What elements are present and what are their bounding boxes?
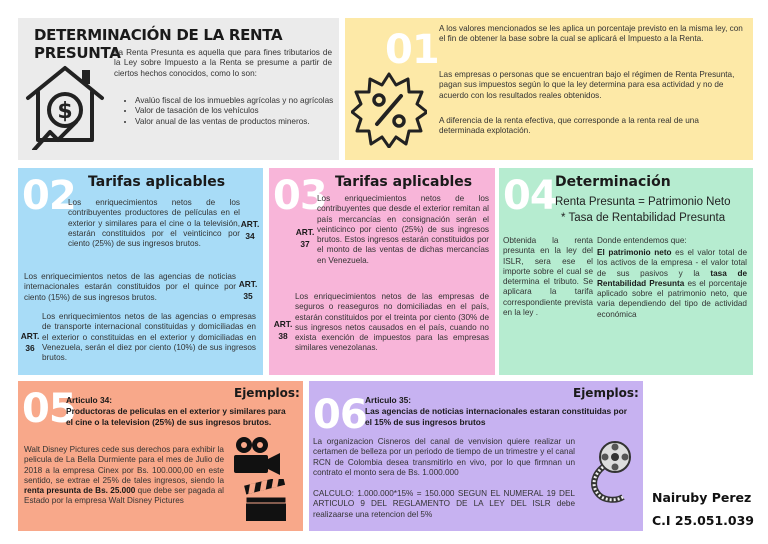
section-01-p1: A los valores mencionados se les aplica un porcentaje previsto en la misma ley, con el fin de obtener la base sobre la cual se aplicará el Impuesto a la Renta. [439, 24, 743, 44]
section-03-title: Tarifas aplicables [335, 174, 473, 190]
section-06-articulo: Articulo 35: [365, 395, 412, 405]
percent-badge-icon [351, 72, 427, 148]
section-06-panel [309, 381, 643, 531]
film-camera-icon [230, 435, 282, 477]
intro-text: La Renta Presunta es aquella que para fines tributarios de la Ley sobre Impuesto a la Renta se presume a partir de ciertos hechos conocidos, como lo son: [114, 48, 332, 78]
tasa-rentabilidad-term: tasa de Rentabilidad Presunta [597, 268, 747, 288]
intro-bullet: • Valor anual de las ventas de productos mineros. [135, 117, 334, 127]
art-36-label: ART. 36 [20, 331, 40, 353]
art-38-label: ART. 38 [273, 319, 293, 341]
intro-bullets [122, 96, 334, 127]
formula-line-2: * Tasa de Rentabilidad Presunta [561, 212, 726, 224]
art-35-text: Los enriquecimientos netos de las agencias de noticias internacionales estarán constituidos por el quince por ciento (15%) de sus ingresos brutos. [24, 272, 236, 302]
art-37-text: Los enriquecimientos netos de los contribuyentes que desde el exterior remitan al país mercancías en consignación serán el veinticinco por ciento (25%) de sus ingresos brutos. Estos ingresos estarán constituidos por el monto de las ventas de dichas mercancías en Venezuela. [317, 194, 489, 265]
section-04-right-text [597, 248, 747, 320]
section-05-ejemplos: Ejemplos: [234, 386, 300, 400]
art-37-label: ART. 37 [295, 227, 315, 249]
section-02-panel [18, 168, 263, 375]
section-04-panel [499, 168, 753, 375]
right-text-part: es el porcentaje aplicado sobre el patrimonio neto, que varia dependiendo del tipo de actividad económica [597, 278, 747, 319]
art-34-label: ART. 34 [240, 219, 260, 241]
example-text-part: Walt Disney Pictures cede sus derechos para exhibir la pelicula de La Bella Durmiente para el mes de Julio de 2018 a la empresa Cinex por Bs. 100.000,00 en este sentido, se extrae el 25% de tales ingresos, siendo la [24, 445, 224, 485]
clapperboard-icon [244, 479, 290, 523]
section-05-subtitle: Productoras de peliculas en el exterior y similares para el cine o la television (25%) de sus ingresos brutos. [66, 406, 286, 427]
intro-bullet: • Avalúo fiscal de los inmuebles agrícolas y no agrícolas [135, 96, 334, 106]
section-number: 06 [313, 392, 367, 438]
section-05-text [24, 445, 224, 507]
section-05-panel [18, 381, 303, 531]
section-06-text-2: CALCULO: 1.000.000*15% = 150.000 SEGUN EL NUMERAL 19 DEL ARTICULO 9 DEL REGLAMENTO DE LA LEY DEL ISLR debe realizaarse una retencion del 5% [313, 489, 575, 519]
section-number: 02 [22, 173, 76, 219]
formula-line-1: Renta Presunta = Patrimonio Neto [555, 196, 731, 208]
intro-bullet: • Valor de tasación de los vehículos [135, 106, 334, 116]
section-05-articulo: Articulo 34: [66, 395, 113, 405]
art-34-text: Los enriquecimientos netos de los contribuyentes productores de películas en el exterior y similares para el cine o la televisión, estarán constituidos por el veinticinco por ciento (25%) de sus ingresos brutos. [68, 198, 240, 249]
section-number: 05 [22, 386, 76, 432]
art-36-text: Los enriquecimientos netos de las agencias o empresas de transporte internacional constituidas y domiciliadas en el exterior o constituidas en el exterior y domiciliadas en Venezuela, serán el diez por ciento (10%) de sus ingresos brutos. [42, 312, 256, 363]
section-01-p2: Las empresas o personas que se encuentran bajo el régimen de Renta Presunta, pagan sus impuestos según lo que la ley determina para esa actividad y no de acuerdo con los resultados reales obtenidos. [439, 70, 735, 100]
example-text-part: que debe ser pagada al Estado por la empresa Walt Disney Pictures [24, 486, 224, 506]
house-money-icon [24, 58, 106, 150]
section-04-left-text: Obtenida la renta presunta en la ley del ISLR, sera ese el importe sobre el cual se determina el tributo. Se aplicara la tarifa correspondiente prevista en la ley . [503, 236, 593, 318]
section-06-subtitle: Las agencias de noticias internacionales estaran constituidas por el 15% de sus ingresos brutos [365, 406, 628, 427]
section-04-right-intro: Donde entendemos que: [597, 236, 687, 245]
section-number: 03 [273, 173, 327, 219]
art-35-label: ART. 35 [238, 279, 258, 301]
art-38-text: Los enriquecimientos netos de las empresas de seguros o reaseguros no domiciliadas en el país, estarán constituidos por el treinta por ciento (30% de sus ingresos netos causados en el país, cuando no exista exención de impuestos para las empresas similares venezolanas. [295, 292, 489, 353]
section-01-panel [345, 18, 753, 160]
section-06-ejemplos: Ejemplos: [573, 386, 639, 400]
svg-text:$: $ [57, 99, 73, 124]
section-03-panel [269, 168, 495, 375]
section-02-title: Tarifas aplicables [88, 174, 226, 190]
right-text-part: es el valor total de los activos de la empresa - el valor total de sus pasivos y la [597, 248, 747, 278]
section-04-title: Determinación [555, 174, 671, 190]
author-id: C.I 25.051.039 [652, 513, 755, 528]
section-number: 04 [503, 173, 557, 219]
film-reel-icon [587, 439, 637, 505]
author-name: Nairuby Perez [652, 490, 752, 505]
section-06-text-1: La organizacion Cisneros del canal de venvision quiere realizar un certamen de belleza por un periodo de tiempo de un trimestre y el canal RCN de Colombia desea transmitirlo en vivo, por lo que firmnan un contrato el monto sera de Bs. 1.000.000 [313, 437, 575, 477]
section-number: 01 [385, 27, 439, 73]
patrimonio-neto-term: El patrimonio neto [597, 248, 672, 257]
renta-presunta-amount: renta presunta de Bs. 25.000 [24, 486, 136, 496]
intro-title: DETERMINACIÓN DE LA RENTA PRESUNTA [34, 26, 283, 62]
section-01-p3: A diferencia de la renta efectiva, que corresponde a la renta real de una determinada explotación. [439, 116, 699, 136]
intro-panel [18, 18, 339, 160]
